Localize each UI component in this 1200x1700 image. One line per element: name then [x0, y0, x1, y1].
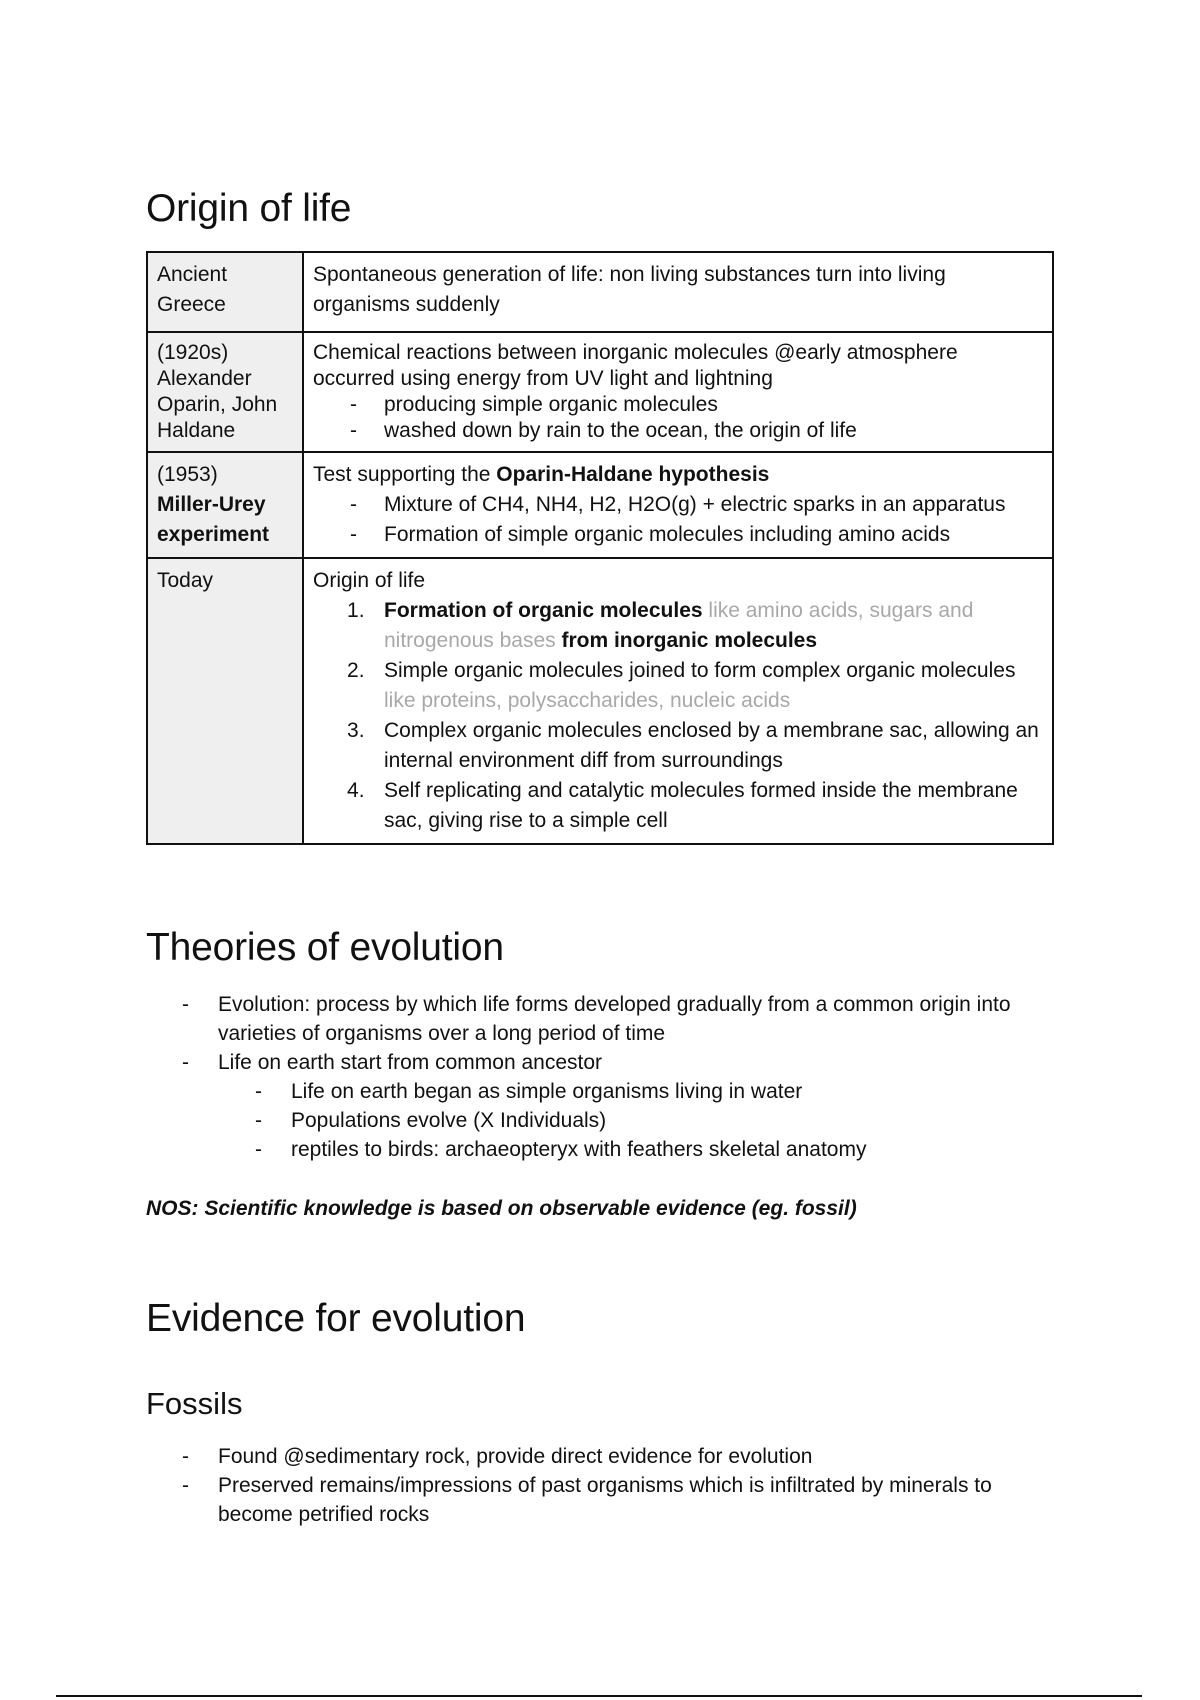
origin-of-life-table: [146, 251, 1054, 845]
list-item: - Mixture of CH4, NH4, H2, H2O(g) + electric sparks in an apparatus: [384, 490, 1043, 520]
step-bold: Formation of organic molecules: [384, 599, 703, 622]
theories-bullet-list: [146, 990, 1056, 1164]
step-text: Simple organic molecules joined to form complex organic molecules: [384, 659, 1016, 682]
list-item: - Evolution: process by which life forms developed gradually from a common origin into varieties of organisms over a long period of time: [218, 990, 1056, 1048]
list-item: - producing simple organic molecules: [384, 392, 1043, 418]
fossils-subheading: Fossils: [146, 1386, 243, 1421]
list-item: [218, 1048, 1056, 1164]
row-content: [303, 452, 1053, 558]
row-label: [147, 452, 303, 558]
list-item: Complex organic molecules enclosed by a membrane sac, allowing an internal environment diff from surroundings: [384, 719, 1039, 772]
list-item: Self replicating and catalytic molecules formed inside the membrane sac, giving rise to a simple cell: [384, 779, 1018, 832]
list-item: - Found @sedimentary rock, provide direct evidence for evolution: [218, 1442, 1056, 1471]
row-label: (1920s) Alexander Oparin, John Haldane: [147, 332, 303, 452]
list-item: [384, 656, 1043, 716]
row-text: Chemical reactions between inorganic molecules @early atmosphere occurred using energy from UV light and lightning: [313, 341, 958, 390]
row-content: [303, 332, 1053, 452]
nos-note: NOS: Scientific knowledge is based on observable evidence (eg. fossil): [146, 1197, 857, 1220]
fossils-bullet-list: [146, 1442, 1056, 1529]
list-item: [384, 596, 1043, 656]
page-bottom-rule: [56, 1695, 1142, 1697]
row-label: Today: [147, 558, 303, 844]
table-row: [147, 452, 1053, 558]
evidence-for-evolution-heading: Evidence for evolution: [146, 1297, 526, 1340]
list-item-text: Life on earth start from common ancestor: [218, 1051, 602, 1074]
numbered-list: [313, 596, 1043, 836]
step-example: like amino acids, sugars and nitrogenous bases: [384, 599, 974, 652]
row-label-bold: Miller-Urey experiment: [157, 493, 270, 546]
row-content: Spontaneous generation of life: non living substances turn into living organisms suddenly: [303, 252, 1053, 332]
table-row: [147, 252, 1053, 332]
row-label-year: (1953): [157, 463, 218, 486]
step-example: like proteins, polysaccharides, nucleic acids: [384, 689, 791, 712]
row-label: Ancient Greece: [147, 252, 303, 332]
bullet-list: [313, 490, 1043, 550]
list-item: - Formation of simple organic molecules including amino acids: [384, 520, 1043, 550]
step-bold: from inorganic molecules: [561, 629, 818, 652]
text-bold: Oparin-Haldane hypothesis: [496, 463, 770, 486]
list-item: - Life on earth began as simple organisms living in water: [291, 1077, 1056, 1106]
text-pre: Test supporting the: [313, 463, 497, 486]
bullet-list: [313, 392, 1043, 444]
list-item: - Populations evolve (X Individuals): [291, 1106, 1056, 1135]
table-row: [147, 558, 1053, 844]
table-row: [147, 332, 1053, 452]
origin-of-life-heading: Origin of life: [146, 187, 352, 230]
row-content: [303, 558, 1053, 844]
row-text: [313, 460, 1043, 490]
list-item: - reptiles to birds: archaeopteryx with feathers skeletal anatomy: [291, 1135, 1056, 1164]
theories-of-evolution-heading: Theories of evolution: [146, 926, 504, 969]
list-item: - Preserved remains/impressions of past organisms which is infiltrated by minerals to become petrified rocks: [218, 1471, 1056, 1529]
sub-bullet-list: [218, 1077, 1056, 1164]
row-text: Origin of life: [313, 569, 426, 592]
list-item: - washed down by rain to the ocean, the origin of life: [384, 418, 1043, 444]
